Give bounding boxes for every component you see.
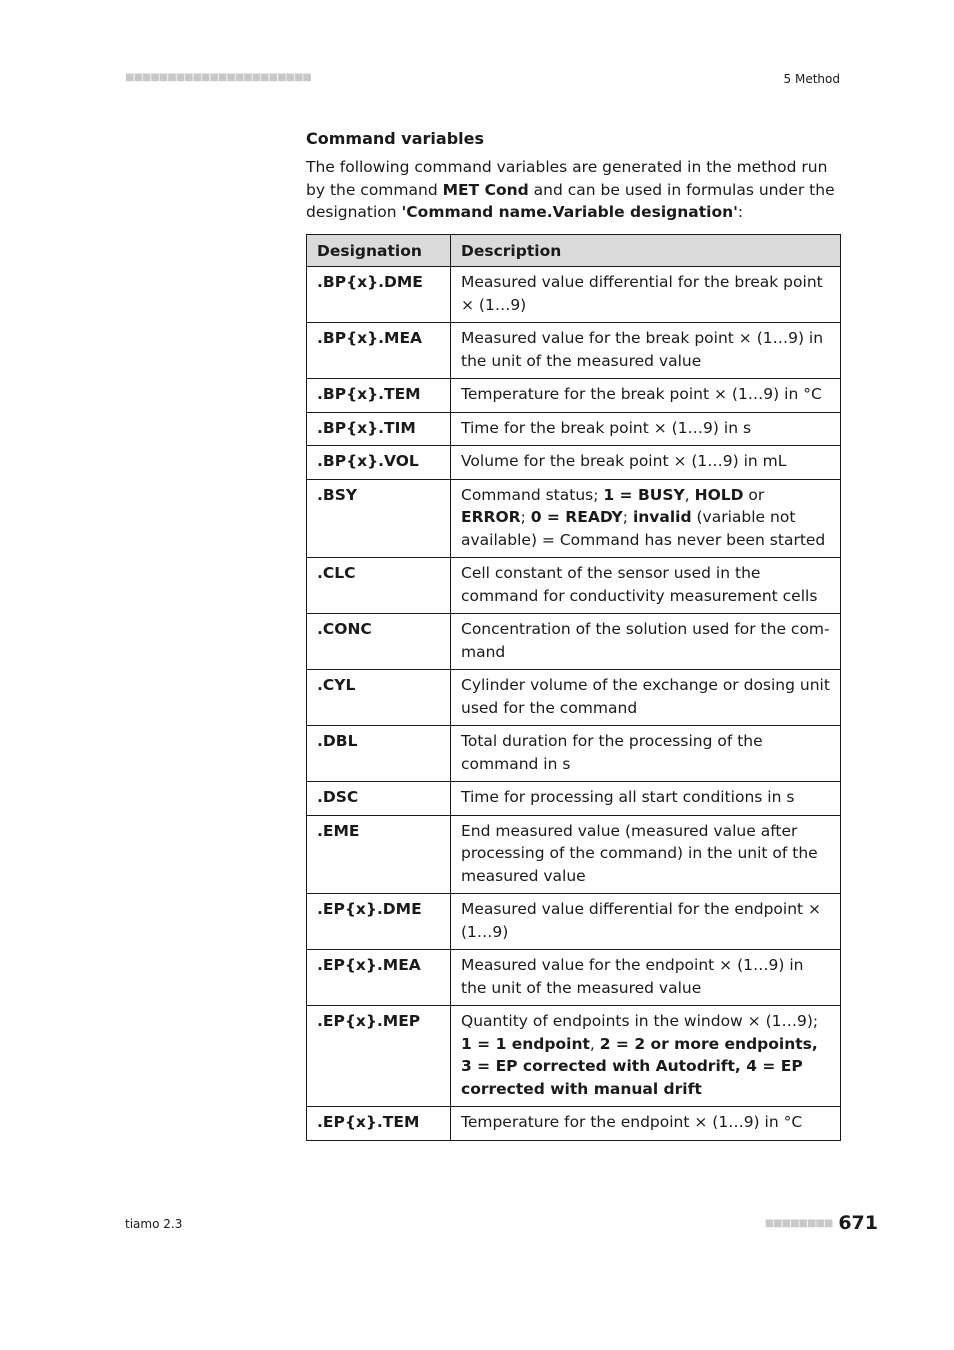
description-cell: [451, 446, 841, 480]
designation-cell: .EP{x}.DME: [307, 894, 451, 950]
footer-page: [765, 1211, 878, 1235]
text-run: or: [743, 485, 765, 504]
text-run: Volume for the break point × (1…9) in mL: [461, 452, 787, 470]
table-row: [307, 446, 841, 480]
description-cell: [451, 726, 841, 782]
table-row: [307, 815, 841, 894]
description-cell: [451, 1107, 841, 1141]
text-run: Measured value differential for the break point × (1…9): [461, 273, 823, 314]
description-cell: [451, 894, 841, 950]
footer-product: tiamo 2.3: [125, 1217, 183, 1231]
designation-cell: .BP{x}.VOL: [307, 446, 451, 480]
description-cell: [451, 479, 841, 558]
table-row: [307, 323, 841, 379]
bold-text: 0 = READY: [530, 508, 623, 526]
description-cell: [451, 782, 841, 816]
designation-cell: .BP{x}.MEA: [307, 323, 451, 379]
command-variables-table: [306, 234, 841, 1141]
designation-cell: .CLC: [307, 558, 451, 614]
description-cell: [451, 267, 841, 323]
text-run: End measured value (measured value after processing of the command) in the unit of the measured value: [461, 821, 818, 885]
description-cell: [451, 323, 841, 379]
designation-cell: .EME: [307, 815, 451, 894]
description-cell: [451, 379, 841, 413]
text-run: Measured value for the break point × (1…9) in the unit of the measured value: [461, 329, 824, 370]
designation-cell: .EP{x}.MEA: [307, 950, 451, 1006]
text-run: Cell constant of the sensor used in the command for conductivity measurement cells: [461, 564, 818, 605]
table-row: [307, 412, 841, 446]
section-label: 5 Method: [783, 72, 840, 86]
designation-cell: .BP{x}.TIM: [307, 412, 451, 446]
description-cell: [451, 558, 841, 614]
bold-text: invalid: [632, 508, 692, 526]
text-run: Time for the break point × (1…9) in s: [461, 418, 752, 437]
text-run: Total duration for the processing of the command in s: [461, 732, 763, 773]
text-run: ;: [520, 508, 531, 526]
text-run: ,: [589, 1034, 600, 1053]
designation-cell: .BP{x}.DME: [307, 267, 451, 323]
table-row: [307, 670, 841, 726]
header-decoration: ■■■■■■■■■■■■■■■■■■■■■■: [125, 72, 311, 83]
text-run: Measured value for the endpoint × (1…9) in the unit of the measured value: [461, 956, 804, 997]
table-row: [307, 479, 841, 558]
text-run: Temperature for the break point × (1…9) in °C: [461, 385, 822, 403]
description-cell: [451, 614, 841, 670]
text-run: Time for processing all start conditions in s: [461, 788, 795, 806]
table-row: [307, 782, 841, 816]
page-number: 671: [838, 1212, 878, 1234]
table-row: [307, 614, 841, 670]
text-run: ;: [622, 508, 633, 526]
text-run: and can be used in formulas under the designation: [306, 180, 835, 221]
bold-text: ERROR: [461, 508, 521, 526]
table-row: [307, 1006, 841, 1107]
designation-cell: .DBL: [307, 726, 451, 782]
table-row: [307, 558, 841, 614]
designation-cell: .CONC: [307, 614, 451, 670]
table-header-row: [307, 234, 841, 267]
designation-cell: .CYL: [307, 670, 451, 726]
text-run: (variable not available) = Command has never been started: [461, 508, 826, 549]
description-cell: [451, 412, 841, 446]
text-run: Quantity of endpoints in the window × (1…9);: [461, 1012, 819, 1030]
main-content: [306, 128, 841, 1141]
table-row: [307, 726, 841, 782]
bold-text: 2 = 2 or more endpoints, 3 = EP corrected with Autodrift, 4 = EP corrected with manual drift: [461, 1034, 818, 1098]
description-cell: [451, 950, 841, 1006]
bold-text: 1 = BUSY: [603, 485, 685, 504]
table-row: [307, 267, 841, 323]
bold-text: HOLD: [694, 485, 744, 504]
bold-text: 'Command name.Variable designation': [401, 203, 738, 221]
text-run: The following command variables are generated in the method run by the command: [306, 158, 828, 199]
designation-cell: .EP{x}.TEM: [307, 1107, 451, 1141]
text-run: Cylinder volume of the exchange or dosing unit used for the command: [461, 676, 830, 717]
table-body: [307, 267, 841, 1141]
designation-column-header: Designation: [307, 234, 451, 267]
bold-text: MET Cond: [442, 180, 529, 199]
table-row: [307, 379, 841, 413]
table-row: [307, 1107, 841, 1141]
description-column-header: Description: [451, 234, 841, 267]
intro-paragraph: [306, 156, 841, 224]
text-run: :: [737, 203, 744, 221]
table-row: [307, 894, 841, 950]
section-heading: Command variables: [306, 129, 484, 148]
description-cell: [451, 1006, 841, 1107]
bold-text: 1 = 1 endpoint: [461, 1034, 590, 1053]
designation-cell: .DSC: [307, 782, 451, 816]
table-row: [307, 950, 841, 1006]
footer-decoration: ■■■■■■■■: [764, 1217, 833, 1229]
description-cell: [451, 670, 841, 726]
text-run: Concentration of the solution used for the command: [461, 620, 830, 661]
text-run: Temperature for the endpoint × (1…9) in °C: [461, 1113, 803, 1131]
text-run: ,: [684, 485, 695, 504]
text-run: Measured value differential for the endpoint × (1…9): [461, 900, 822, 941]
description-cell: [451, 815, 841, 894]
designation-cell: .BP{x}.TEM: [307, 379, 451, 413]
designation-cell: .EP{x}.MEP: [307, 1006, 451, 1107]
designation-cell: .BSY: [307, 479, 451, 558]
text-run: Command status;: [461, 485, 604, 504]
